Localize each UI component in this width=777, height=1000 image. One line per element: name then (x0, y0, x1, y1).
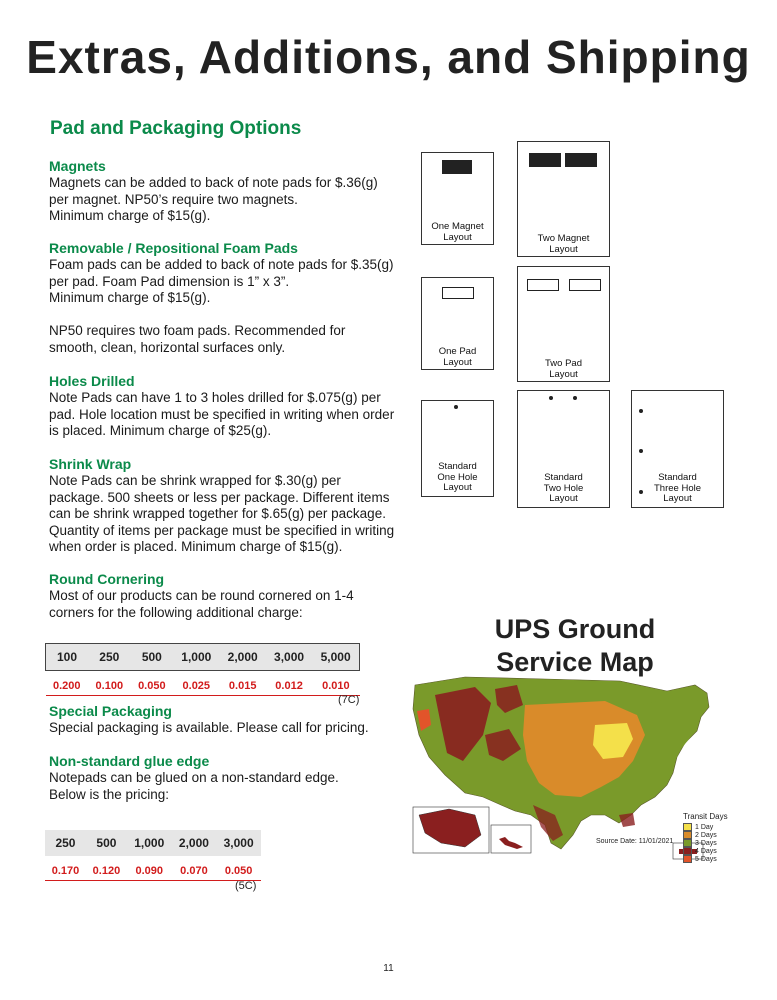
quantity-cell: 250 (45, 830, 86, 856)
special-line: Special packaging is available. Please call for pricing. (49, 720, 369, 735)
foam-pad-shape (569, 279, 601, 291)
hole-marker (549, 396, 553, 400)
round-block (49, 571, 399, 621)
magnets-heading: Magnets (49, 158, 106, 174)
price-cell: 0.090 (127, 862, 172, 881)
magnet-shape (442, 160, 472, 174)
shrink-line: Note Pads can be shrink wrapped for $.30(g) per (49, 473, 341, 488)
price-row (45, 862, 261, 881)
special-heading: Special Packaging (49, 703, 172, 719)
price-cell: 0.200 (46, 677, 89, 696)
foam-heading: Removable / Repositional Foam Pads (49, 240, 298, 256)
quantity-cell: 250 (88, 644, 131, 671)
round-line: corners for the following additional charge: (49, 604, 303, 620)
price-cell: 0.170 (45, 862, 86, 881)
price-cell: 0.050 (216, 862, 261, 881)
layout-label: Standard One Hole Layout (437, 461, 478, 493)
layout-label: Standard Three Hole Layout (654, 472, 701, 504)
legend-item: 2 Days (683, 831, 728, 839)
magnet-shape (565, 153, 597, 167)
one-pad-layout (421, 277, 494, 370)
legend-item: 3 Days (683, 839, 728, 847)
legend-item: 5 Days (683, 855, 728, 863)
glue-line: Notepads can be glued on a non-standard edge. (49, 770, 339, 785)
holes-line: pad. Hole location must be specified in writing when order (49, 406, 395, 422)
legend-item: 1 Day (683, 823, 728, 831)
magnets-line: Magnets can be added to back of note pads for $.36(g) (49, 175, 378, 190)
magnets-block (49, 158, 399, 225)
layout-label: Two Pad Layout (545, 358, 582, 380)
hole-marker (639, 409, 643, 413)
holes-heading: Holes Drilled (49, 373, 135, 389)
price-cell: 0.010 (312, 677, 359, 696)
price-cell: 0.070 (172, 862, 217, 881)
holes-block (49, 373, 399, 440)
round-line: Most of our products can be round cornered on 1-4 (49, 588, 354, 603)
map-source-date: Source Date: 11/01/2021 (596, 838, 674, 845)
quantity-cell: 1,000 (173, 644, 219, 671)
magnet-shape (529, 153, 561, 167)
glue-edge-price-table (45, 830, 261, 881)
foam-line: per pad. Foam Pad dimension is 1” x 3”. (49, 273, 290, 289)
legend-swatch (683, 847, 692, 855)
glue-block (49, 753, 399, 803)
foam-note-line: smooth, clean, horizontal surfaces only. (49, 339, 286, 355)
one-magnet-layout (421, 152, 494, 245)
two-pad-layout (517, 266, 610, 382)
quantity-cell: 3,000 (216, 830, 261, 856)
holes-line: Note Pads can have 1 to 3 holes drilled for $.075(g) per (49, 390, 381, 405)
shrink-line: Quantity of items per package must be specified in writing (49, 522, 395, 538)
glue-heading: Non-standard glue edge (49, 753, 210, 769)
quantity-row (45, 830, 261, 856)
price-cell: 0.050 (131, 677, 174, 696)
price-cell: 0.100 (88, 677, 131, 696)
quantity-cell: 2,000 (172, 830, 217, 856)
quantity-cell: 3,000 (266, 644, 312, 671)
page-number: 11 (383, 963, 394, 974)
quantity-cell: 2,000 (219, 644, 265, 671)
ups-map-title: UPS Ground Service Map (494, 614, 656, 677)
shrink-line: can be shrink wrapped together for $.65(g) per package. (49, 506, 386, 521)
shrink-line: package. 500 sheets or less per package. Different items (49, 489, 390, 505)
two-magnet-layout (517, 141, 610, 257)
price-cell: 0.012 (266, 677, 312, 696)
quantity-cell: 500 (131, 644, 174, 671)
three-hole-layout (631, 390, 724, 508)
layout-label: One Pad Layout (438, 346, 477, 368)
price-cell: 0.120 (86, 862, 127, 881)
round-heading: Round Cornering (49, 571, 165, 587)
shrink-block (49, 456, 399, 556)
foam-block (49, 240, 399, 356)
glue-line: Below is the pricing: (49, 786, 170, 802)
two-hole-layout (517, 390, 610, 508)
us-transit-map-image (405, 665, 730, 865)
holes-line: is placed. Minimum charge of $25(g). (49, 423, 272, 438)
price-cell: 0.025 (173, 677, 219, 696)
legend-item: 4 Days (683, 847, 728, 855)
legend-swatch (683, 831, 692, 839)
hole-marker (573, 396, 577, 400)
price-cell: 0.015 (219, 677, 265, 696)
foam-line: Foam pads can be added to back of note pads for $.35(g) (49, 257, 394, 272)
layout-label: Two Magnet Layout (537, 233, 590, 255)
foam-line: Minimum charge of $15(g). (49, 290, 211, 305)
glue-price-code: (5C) (235, 880, 257, 892)
magnets-line: per magnet. NP50’s require two magnets. (49, 191, 298, 207)
foam-pad-shape (442, 287, 474, 299)
map-legend (683, 812, 728, 863)
round-price-code: (7C) (338, 694, 360, 706)
page-title: Extras, Additions, and Shipping (26, 31, 751, 83)
special-block (49, 703, 399, 737)
quantity-cell: 100 (46, 644, 89, 671)
legend-swatch (683, 855, 692, 863)
legend-swatch (683, 823, 692, 831)
layout-label: Standard Two Hole Layout (543, 472, 584, 504)
foam-pad-shape (527, 279, 559, 291)
legend-title: Transit Days (683, 812, 728, 821)
quantity-cell: 5,000 (312, 644, 359, 671)
one-hole-layout (421, 400, 494, 497)
round-corner-price-table (45, 643, 360, 696)
quantity-cell: 500 (86, 830, 127, 856)
shrink-line: when order is placed. Minimum charge of $15(g). (49, 539, 343, 554)
legend-swatch (683, 839, 692, 847)
hole-marker (639, 449, 643, 453)
layout-label: One Magnet Layout (431, 221, 484, 243)
magnets-line: Minimum charge of $15(g). (49, 208, 211, 223)
quantity-row (46, 644, 360, 671)
shrink-heading: Shrink Wrap (49, 456, 132, 472)
hole-marker (454, 405, 458, 409)
section-title: Pad and Packaging Options (50, 118, 302, 139)
quantity-cell: 1,000 (127, 830, 172, 856)
foam-note-line: NP50 requires two foam pads. Recommended for (49, 323, 346, 338)
price-row (46, 677, 360, 696)
